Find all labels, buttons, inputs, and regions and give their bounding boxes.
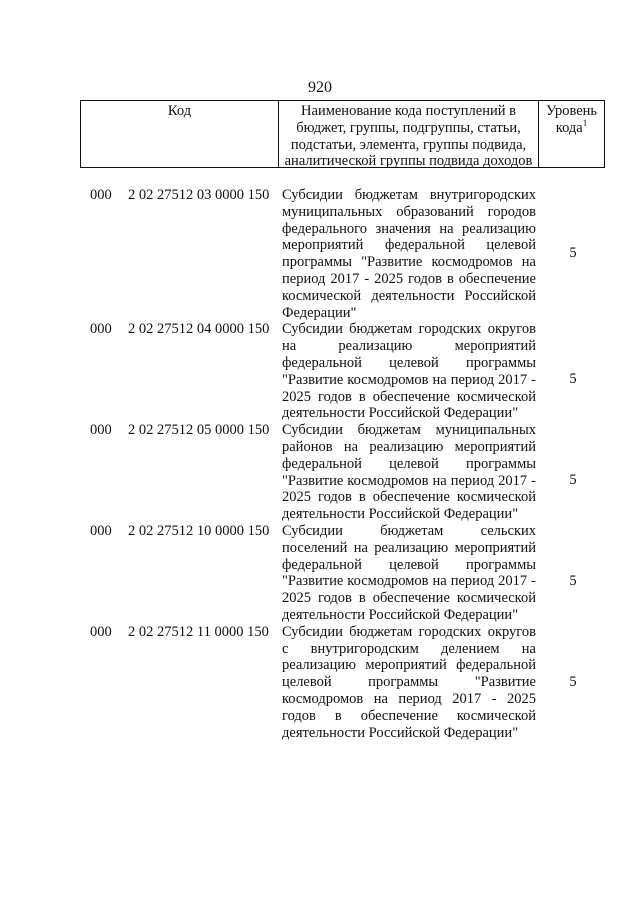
- code-level: 5: [569, 472, 577, 489]
- header-name: Наименование кода поступлений в бюджет, группы, подгруппы, статьи, подстатьи, элемента, группы подвида, аналитической группы подвида доходов: [279, 101, 539, 167]
- table-row: [90, 422, 610, 523]
- header-code: Код: [81, 101, 279, 167]
- revenue-code: 2 02 27512 05 0000 150: [128, 422, 270, 439]
- header-level-footnote: 1: [582, 117, 588, 128]
- header-level: [539, 101, 604, 167]
- revenue-description: Субсидии бюджетам городских округов на реализацию мероприятий федеральной целевой программы "Развитие космодромов на период 2017 - 2025 годов в обеспечение космической деятельности Российской Федерации": [282, 321, 536, 422]
- admin-code: 000: [90, 422, 112, 439]
- code-level: 5: [569, 673, 577, 690]
- revenue-code: 2 02 27512 10 0000 150: [128, 522, 270, 539]
- revenue-description: Субсидии бюджетам внутригородских муниципальных образований городов федерального значения на реализацию мероприятий федеральной целевой программы "Развитие космодромов на период 2017 - 2025 годов в обеспечение космической деятельности Российской Федерации": [282, 187, 536, 321]
- revenue-description: Субсидии бюджетам городских округов с внутригородским делением на реализацию мероприятий федеральной целевой программы "Развитие космодромов на период 2017 - 2025 годов в обеспечение космической деятельности Российской Федерации": [282, 623, 536, 741]
- table-row: [90, 187, 610, 321]
- code-level: 5: [569, 572, 577, 589]
- revenue-description: Субсидии бюджетам муниципальных районов на реализацию мероприятий федеральной целевой программы "Развитие космодромов на период 2017 - 2025 годов в обеспечение космической деятельности Российской Федерации": [282, 422, 536, 523]
- page-number: 920: [308, 79, 332, 96]
- table-row: [90, 624, 610, 742]
- revenue-code: 2 02 27512 11 0000 150: [128, 623, 269, 640]
- revenue-description: Субсидии бюджетам сельских поселений на реализацию мероприятий федеральной целевой программы "Развитие космодромов на период 2017 - 2025 годов в обеспечение космической деятельности Российской Федерации": [282, 522, 536, 623]
- table-row: [90, 321, 610, 422]
- code-level: 5: [569, 371, 577, 388]
- table-row: [90, 523, 610, 624]
- revenue-code: 2 02 27512 03 0000 150: [128, 187, 270, 203]
- code-level: 5: [569, 245, 577, 261]
- admin-code: 000: [90, 522, 112, 539]
- admin-code: 000: [90, 187, 112, 203]
- revenue-code: 2 02 27512 04 0000 150: [128, 321, 270, 338]
- header-level-label: Уровень кода: [545, 103, 598, 136]
- admin-code: 000: [90, 321, 112, 338]
- table-body: [90, 187, 610, 741]
- table-header: [80, 100, 605, 168]
- admin-code: 000: [90, 623, 112, 640]
